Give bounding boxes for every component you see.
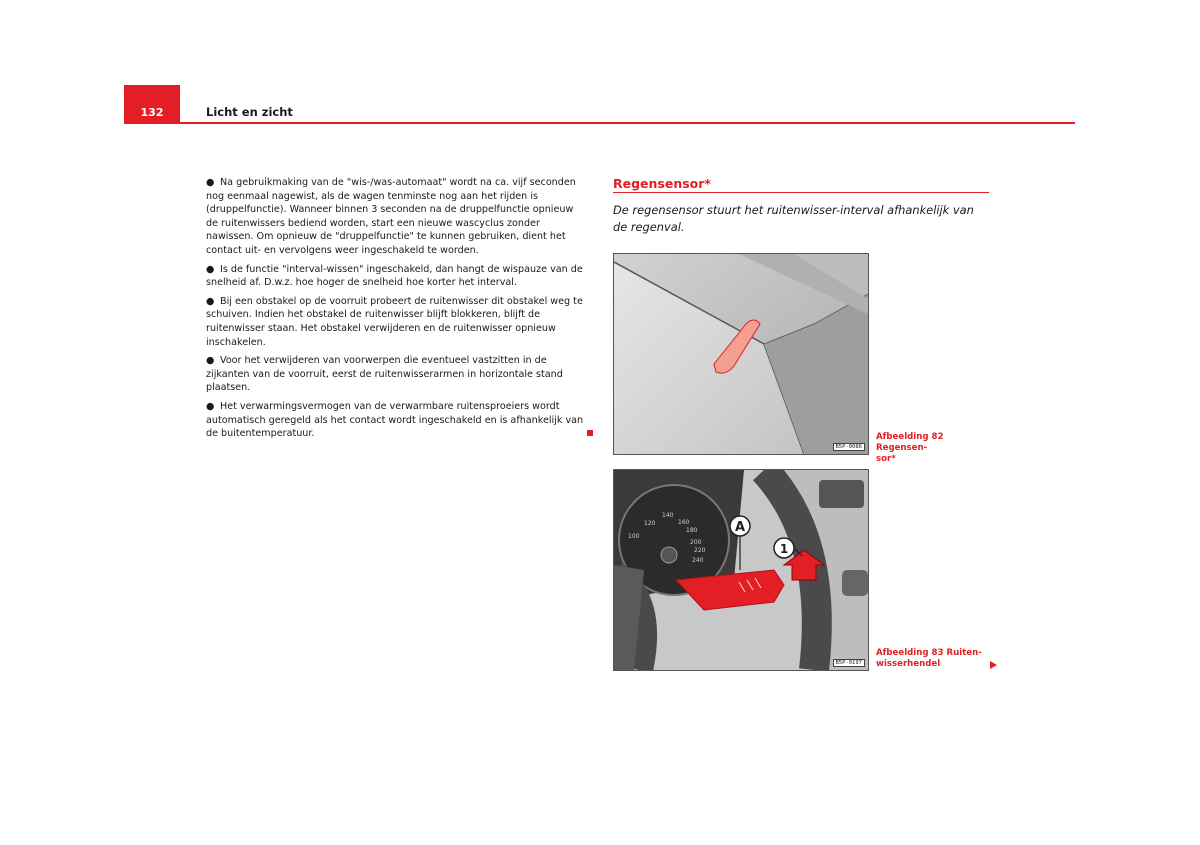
bullet-paragraph [206,400,588,441]
figure-code: B5P-0197 [833,659,866,667]
dial-tick-label: 140 [662,512,674,519]
figure-code: B5P-0086 [833,443,866,451]
dial-tick-label: 100 [628,533,640,540]
caption-line: wisserhendel [876,659,941,669]
continue-arrow-icon [990,661,997,669]
bullet-text: Na gebruikmaking van de "wis-/was-automaat" wordt na ca. vijf seconden nog eenmaal nagewist, als de wagen tenminste nog aan het rijden is (druppelfunctie). Wanneer binnen 3 seconden na de druppelfunctie opnieuw de ruitenwissers bediend worden, start een nieuwe wascyclus zonder nawissen. Om opnieuw de "druppelfunctie" te kunnen gebruiken, dient het contact uit- en vervolgens weer ingeschakeld te worden. [206,177,576,256]
rain-sensor-illustration [614,254,868,454]
wiper-lever-illustration [614,470,868,670]
dial-tick-label: 200 [690,539,702,546]
dial-tick-label: 160 [678,519,690,526]
section-end-marker [587,430,593,436]
caption-line: sor* [876,454,896,464]
chapter-title: Licht en zicht [206,105,293,119]
bullet-paragraph [206,354,588,395]
section-title: Regensensor* [613,176,711,191]
bullet-dot: ● [206,263,215,275]
figure-caption [876,648,996,670]
bullet-paragraph [206,263,588,290]
figure-caption [876,432,996,465]
bullet-text: Voor het verwijderen van voorwerpen die eventueel vastzitten in de zijkanten van de voorruit, eerst de ruitenwisserarmen in horizontale stand plaatsen. [206,355,563,394]
dial-tick-label: 220 [694,547,706,554]
dial-tick-label: 180 [686,527,698,534]
header-rule [124,122,1075,124]
figure-rain-sensor [613,253,869,455]
callout-label-a: A [734,520,746,535]
callout-label-1: 1 [779,542,789,556]
section-intro: De regensensor stuurt het ruitenwisser-interval afhankelijk van de regenval. [613,203,974,234]
bullet-text: Is de functie "interval-wissen" ingeschakeld, dan hangt de wispauze van de snelheid af. D.w.z. hoe hoger de snelheid hoe korter het interval. [206,263,583,289]
section-rule [613,192,989,193]
bullet-dot: ● [206,400,215,412]
dial-tick-label: 240 [692,557,704,564]
figure-wiper-lever [613,469,869,671]
caption-line: Afbeelding 83 Ruiten- [876,648,982,658]
caption-line: Afbeelding 82 Regensen- [876,432,944,453]
bullet-text: Bij een obstakel op de voorruit probeert de ruitenwisser dit obstakel weg te schuiven. Indien het obstakel de ruitenwisser blijft blokkeren, blijft de ruitenwisser staan. Het obstakel verwijderen en de ruitenwisser opnieuw inschakelen. [206,295,583,348]
bullet-text: Het verwarmingsvermogen van de verwarmbare ruitensproeiers wordt automatisch geregeld als het contact wordt ingeschakeld en is afhankelijk van de buitentemperatuur. [206,400,584,440]
bullet-paragraph [206,295,588,349]
body-text-column [206,176,588,446]
bullet-paragraph [206,176,588,258]
bullet-dot: ● [206,355,215,367]
dial-tick-label: 120 [644,520,656,527]
bullet-dot: ● [206,177,215,188]
bullet-dot: ● [206,295,215,307]
page-number: 132 [124,85,180,123]
